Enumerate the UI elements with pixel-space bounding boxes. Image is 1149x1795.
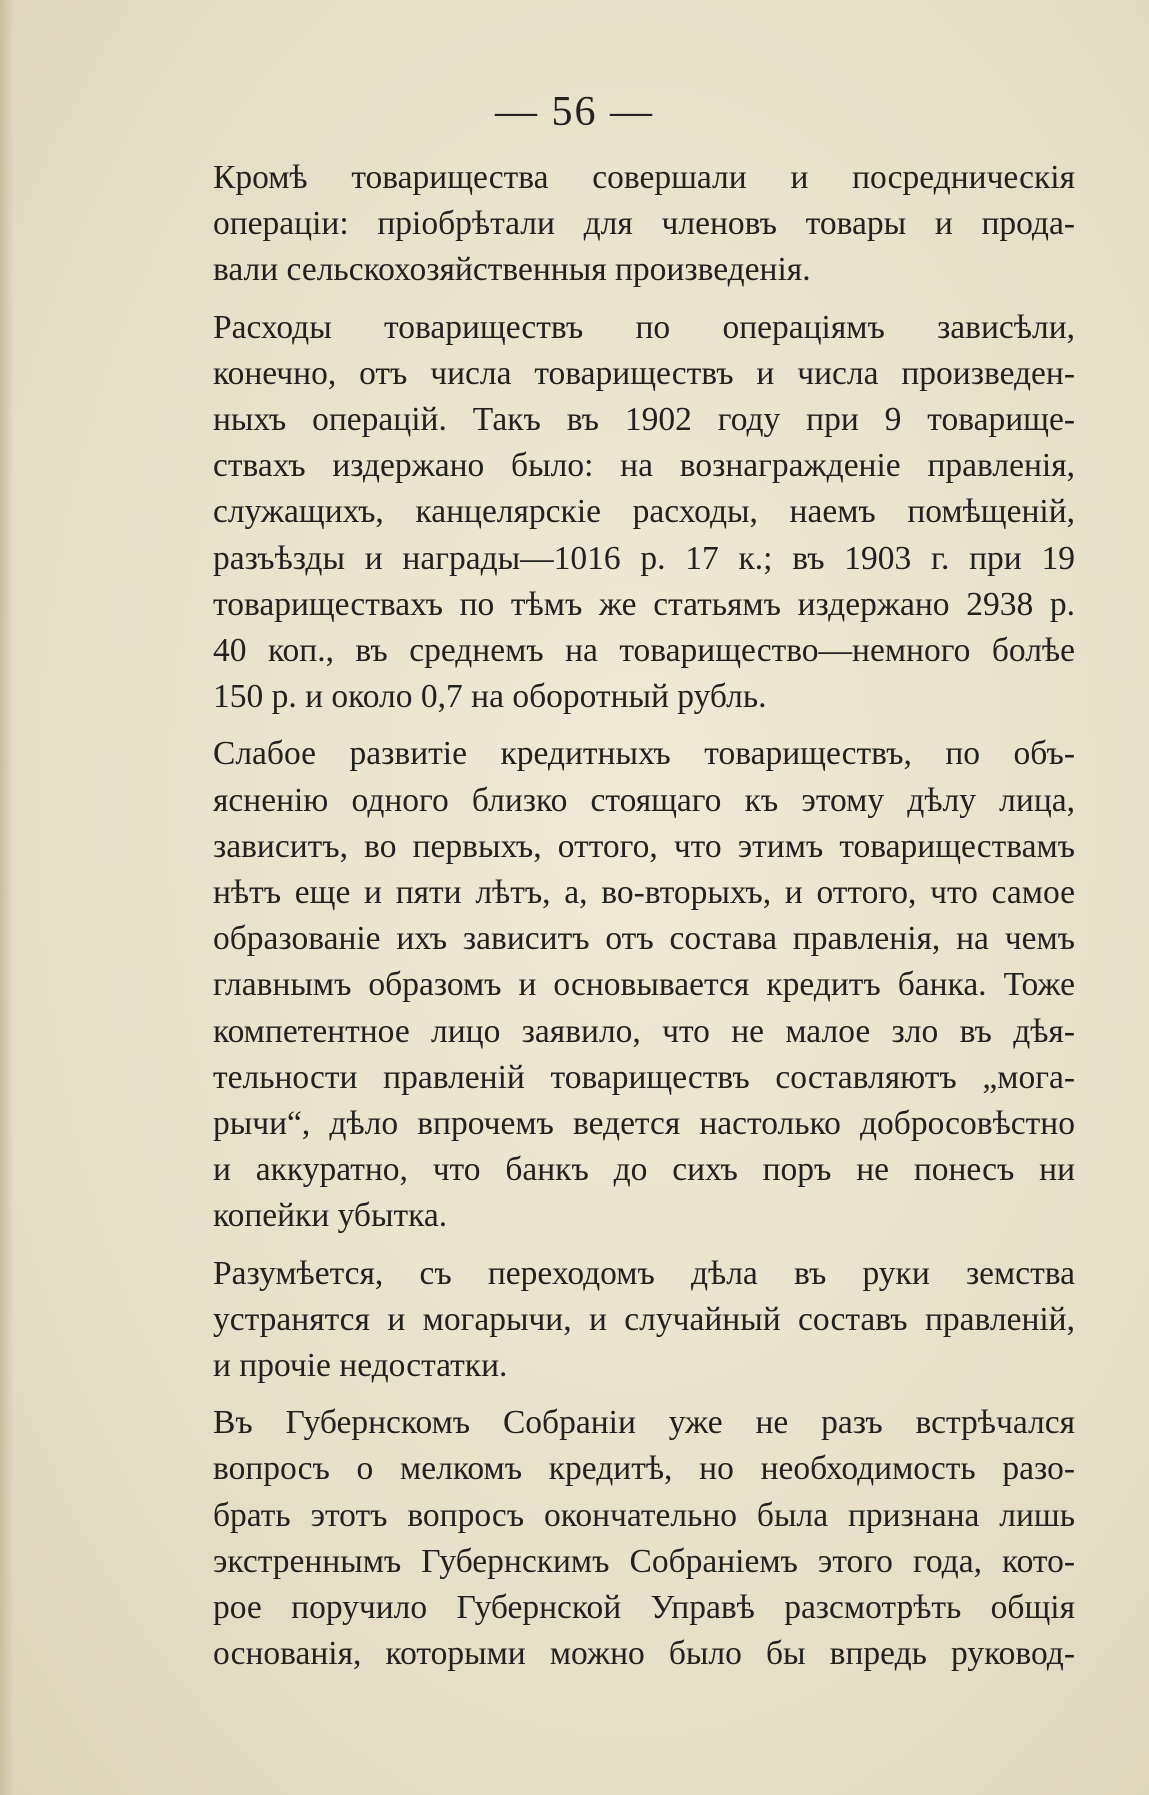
text-line: рычи“, дѣло впрочемъ ведется настолько добросовѣстно bbox=[213, 1105, 1075, 1143]
paragraph-4 bbox=[137, 1251, 1075, 1390]
paragraph-3 bbox=[137, 731, 1075, 1239]
paragraph-1 bbox=[137, 155, 1075, 294]
text-line: Разумѣется, съ переходомъ дѣла въ руки земства bbox=[213, 1254, 1075, 1292]
text-line: Кромѣ товарищества совершали и посредническія bbox=[213, 159, 1075, 196]
text-line: компетентное лицо заявило, что не малое зло въ дѣя- bbox=[213, 1012, 1075, 1050]
text-line: 40 коп., въ среднемъ на товарищество—немного болѣе bbox=[213, 632, 1075, 670]
text-line: устранятся и могарычи, и случайный составъ правленій, bbox=[213, 1300, 1075, 1338]
text-line: 150 р. и около 0,7 на оборотный рубль. bbox=[213, 678, 767, 716]
text-line: и аккуратно, что банкъ до сихъ поръ не понесъ ни bbox=[213, 1151, 1075, 1189]
text-line: нѣтъ еще и пяти лѣтъ, а, во-вторыхъ, и оттого, что самое bbox=[213, 874, 1075, 912]
text-line: и прочіе недостатки. bbox=[213, 1347, 508, 1385]
text-line: операціи: пріобрѣтали для членовъ товары и прода- bbox=[213, 205, 1075, 243]
text-line: ныхъ операцій. Такъ въ 1902 году при 9 товарище- bbox=[213, 401, 1075, 439]
text-line: ясненію одного близко стоящаго къ этому дѣлу лица, bbox=[213, 781, 1075, 819]
text-line: Расходы товариществъ по операціямъ зависѣли, bbox=[213, 308, 1075, 346]
text-line: вали сельскохозяйственныя произведенія. bbox=[213, 251, 811, 289]
paragraph-2 bbox=[137, 305, 1075, 721]
text-line: конечно, отъ числа товариществъ и числа произведен- bbox=[213, 354, 1075, 392]
text-line: рое поручило Губернской Управѣ разсмотрѣть общія bbox=[213, 1589, 1075, 1627]
text-line: зависитъ, во первыхъ, оттого, что этимъ товариществамъ bbox=[213, 827, 1075, 865]
paragraph-5 bbox=[137, 1400, 1075, 1677]
text-line: основанія, которыми можно было бы впредь руковод- bbox=[213, 1635, 1075, 1673]
text-line: служащихъ, канцелярскіе расходы, наемъ помѣщеній, bbox=[213, 493, 1075, 531]
text-line: копейки убытка. bbox=[213, 1197, 448, 1235]
text-line: образованіе ихъ зависитъ отъ состава правленія, на чемъ bbox=[213, 920, 1075, 958]
text-line: товариществахъ по тѣмъ же статьямъ издержано 2938 р. bbox=[213, 585, 1075, 623]
page-edge-shadow bbox=[0, 0, 14, 1795]
body-text bbox=[137, 155, 1075, 1689]
text-line: ствахъ издержано было: на вознагражденіе правленія, bbox=[213, 447, 1075, 485]
text-line: главнымъ образомъ и основывается кредитъ банка. Тоже bbox=[213, 966, 1075, 1004]
text-line: разъѣзды и награды—1016 р. 17 к.; въ 1903 г. при 19 bbox=[213, 539, 1075, 577]
text-line: тельности правленій товариществъ составляютъ „мога- bbox=[213, 1058, 1075, 1096]
page-number: — 56 — bbox=[495, 89, 654, 135]
text-line: экстреннымъ Губернскимъ Собраніемъ этого года, кото- bbox=[213, 1542, 1075, 1580]
text-line: брать этотъ вопросъ окончательно была признана лишь bbox=[213, 1496, 1075, 1534]
text-line: вопросъ о мелкомъ кредитѣ, но необходимость разо- bbox=[213, 1450, 1075, 1488]
text-line: Слабое развитіе кредитныхъ товариществъ, по объ- bbox=[213, 735, 1075, 773]
text-line: Въ Губернскомъ Собраніи уже не разъ встрѣчался bbox=[213, 1404, 1075, 1442]
